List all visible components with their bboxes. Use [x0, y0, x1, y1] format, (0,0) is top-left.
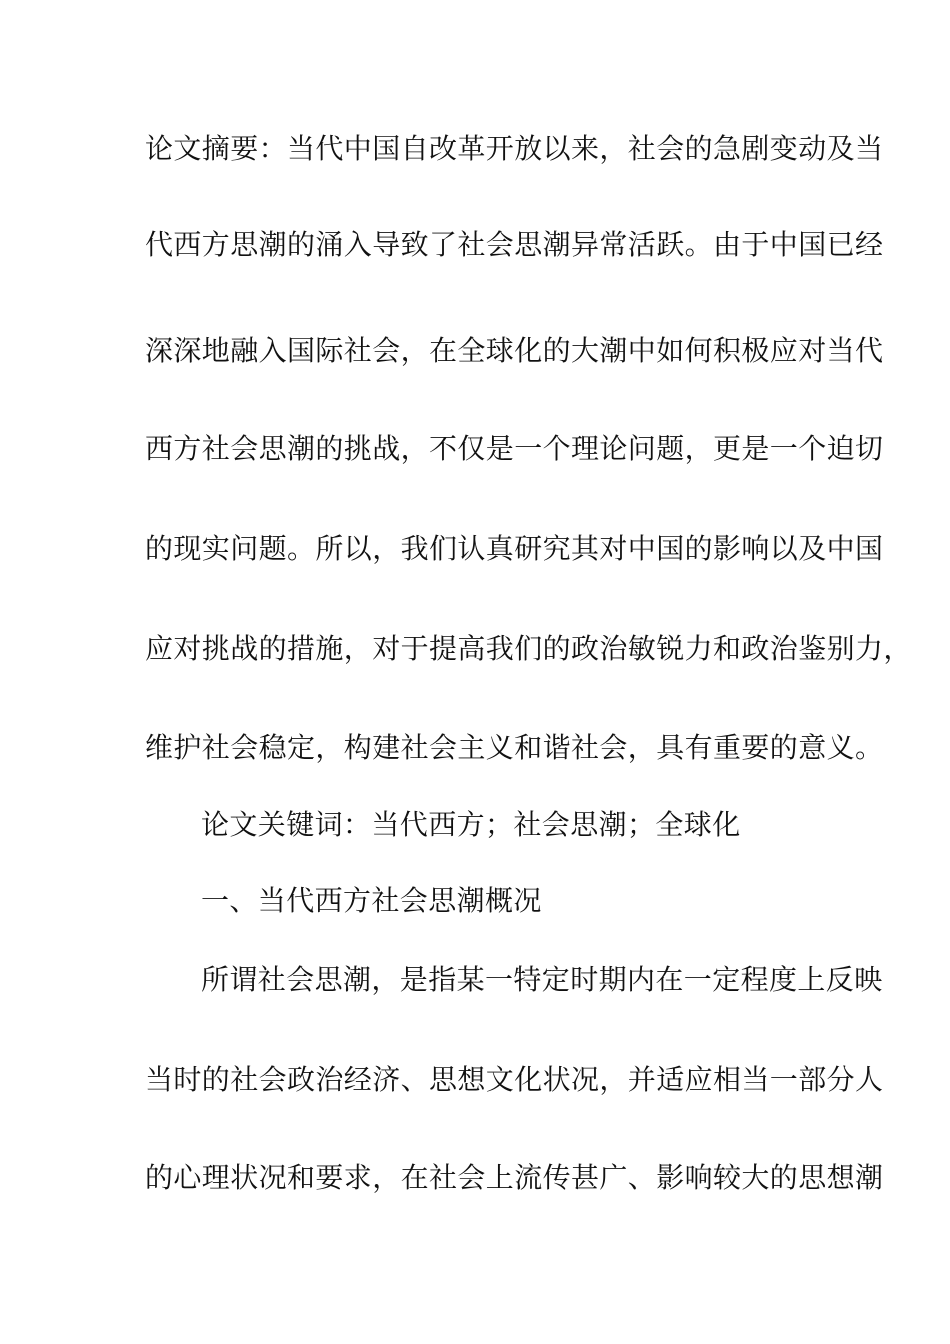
body-line: 的心理状况和要求，在社会上流传甚广、影响较大的思想潮: [145, 1161, 884, 1194]
abstract-line: 深深地融入国际社会，在全球化的大潮中如何积极应对当代: [145, 334, 884, 367]
keywords-line: 论文关键词：当代西方；社会思潮；全球化: [201, 808, 741, 841]
abstract-line: 维护社会稳定，构建社会主义和谐社会，具有重要的意义。: [145, 731, 884, 764]
abstract-line: 应对挑战的措施，对于提高我们的政治敏锐力和政治鉴别力，: [145, 632, 912, 665]
body-line: 当时的社会政治经济、思想文化状况，并适应相当一部分人: [145, 1063, 884, 1096]
abstract-line: 代西方思潮的涌入导致了社会思潮异常活跃。由于中国已经: [145, 228, 884, 261]
abstract-line: 的现实问题。所以，我们认真研究其对中国的影响以及中国: [145, 532, 884, 565]
abstract-line: 论文摘要：当代中国自改革开放以来，社会的急剧变动及当: [145, 132, 884, 165]
abstract-line: 西方社会思潮的挑战，不仅是一个理论问题，更是一个迫切: [145, 432, 884, 465]
body-line: 所谓社会思潮，是指某一特定时期内在一定程度上反映: [201, 963, 883, 996]
section-heading: 一、当代西方社会思潮概况: [201, 884, 542, 917]
